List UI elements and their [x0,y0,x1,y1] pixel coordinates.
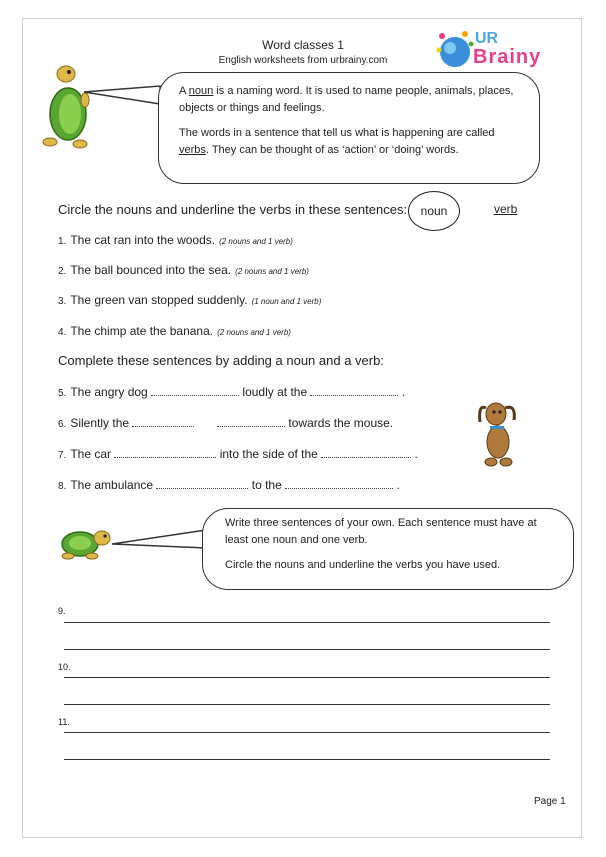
answer-blank[interactable] [217,416,285,427]
brain-ball-icon [435,28,475,72]
urbrainy-logo [435,28,555,76]
section2-instruction: Complete these sentences by adding a noun and a verb: [58,353,384,368]
question-1: 1. The cat ran into the woods. (2 nouns and 1 verb) [58,233,293,247]
question-5: 5. The angry dog loudly at the . [58,385,406,399]
logo-ur-text: UR [475,30,499,47]
writing-line[interactable] [64,622,550,623]
task-instruction-2: Circle the nouns and underline the verbs you have used. [225,559,501,571]
noun-circle-example: noun [408,191,460,231]
writing-line[interactable] [64,649,550,650]
definition-bubble [158,72,540,184]
answer-blank[interactable] [114,447,216,458]
task-instruction-1: Write three sentences of your own. Each sentence must have at least one noun and one verb. [225,517,537,546]
page-number: Page 1 [534,796,566,807]
question-4: 4. The chimp ate the banana. (2 nouns and 1 verb) [58,324,291,338]
noun-term: noun [188,85,214,97]
verb-underline-example: verb [494,202,518,216]
noun-definition: A noun is a naming word. It is used to name people, animals, places, objects or things and feelings. [179,85,514,114]
line-number-10: 10. [58,662,71,672]
answer-blank[interactable] [156,478,248,489]
question-7: 7. The car into the side of the . [58,447,418,461]
section1-instruction: Circle the nouns and underline the verbs in these sentences: [58,202,408,217]
verb-definition: The words in a sentence that tell us what is happening are called verbs. They can be thought of as ‘action’ or ‘doing’ words. [179,127,495,156]
answer-blank[interactable] [285,478,393,489]
logo-brainy-text: Brainy [473,46,542,68]
writing-line[interactable] [64,677,550,678]
writing-line[interactable] [64,759,550,760]
verb-term: verbs [179,144,206,156]
worksheet-title: Word classes 1 [262,38,344,52]
question-2: 2. The ball bounced into the sea. (2 nouns and 1 verb) [58,263,309,277]
question-3: 3. The green van stopped suddenly. (1 noun and 1 verb) [58,293,322,307]
answer-blank[interactable] [310,385,398,396]
turtle-icon [54,522,118,562]
speech-bubble-tail [112,528,212,558]
line-number-9: 9. [58,606,66,616]
line-number-11: 11. [58,717,70,727]
question-8: 8. The ambulance to the . [58,478,400,492]
writing-line[interactable] [64,704,550,705]
dog-icon [476,400,522,472]
question-6: 6. Silently the towards the mouse. [58,416,394,430]
task-bubble [202,508,574,590]
speech-bubble-tail [84,84,164,114]
answer-blank[interactable] [132,416,194,427]
answer-blank[interactable] [321,447,411,458]
worksheet-subtitle: English worksheets from urbrainy.com [218,55,388,66]
answer-blank[interactable] [151,385,239,396]
writing-line[interactable] [64,732,550,733]
